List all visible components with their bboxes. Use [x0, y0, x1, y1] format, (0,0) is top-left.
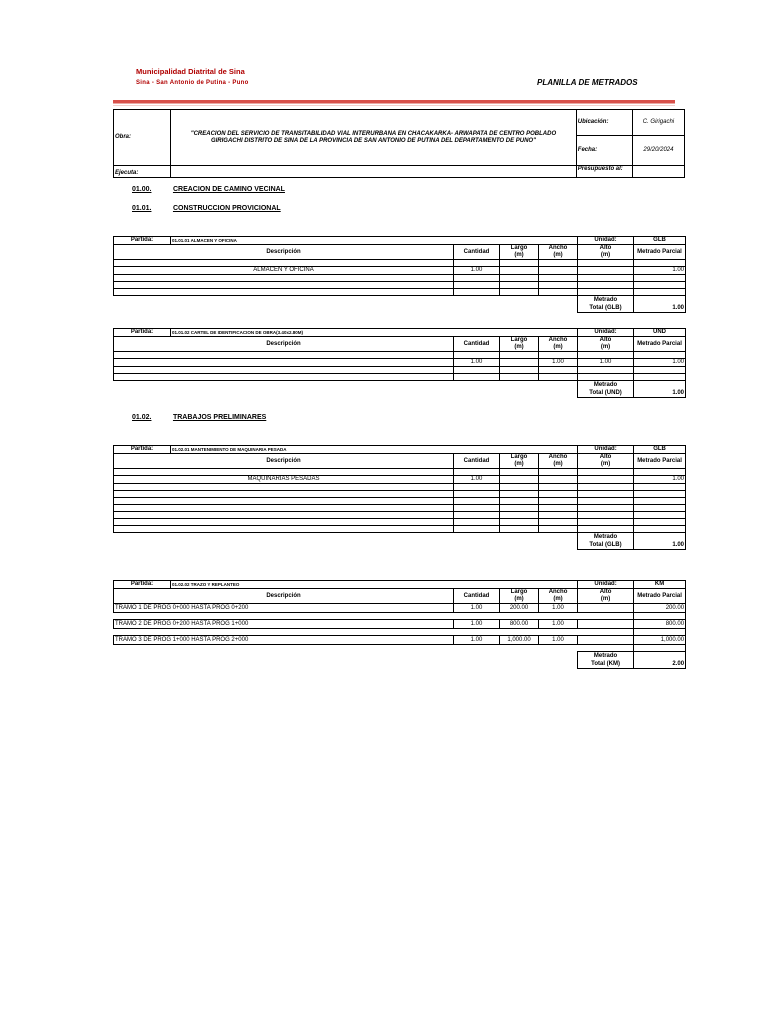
col-ancho-unit: (m) — [553, 596, 563, 602]
row-cantidad: 1.00 — [454, 476, 500, 484]
header-divider — [113, 100, 675, 104]
blank-parcial — [634, 367, 686, 374]
col-alto-unit: (m) — [600, 461, 611, 467]
ubicacion-label: Ubicación: — [576, 110, 632, 136]
col-alto — [578, 454, 634, 469]
col-alto — [578, 337, 634, 352]
blank-cantidad — [454, 469, 500, 476]
col-largo — [500, 454, 539, 469]
blank-alto — [578, 282, 634, 289]
obra-label: Obra: — [114, 110, 171, 166]
blank-parcial — [634, 352, 686, 359]
spacer-row — [114, 613, 686, 620]
blank-parcial — [634, 526, 686, 533]
partida-label: Partida: — [114, 581, 171, 589]
col-ancho — [539, 245, 578, 260]
col-ancho-label: Ancho — [548, 337, 568, 343]
blank-largo — [500, 526, 539, 533]
blank-row — [114, 491, 686, 498]
blank-ancho — [539, 275, 578, 282]
spacer-row — [114, 629, 686, 636]
blank-ancho — [539, 374, 578, 381]
col-alto-label: Alto — [599, 337, 612, 343]
blank-parcial — [634, 374, 686, 381]
document-title: PLANILLA DE METRADOS — [537, 78, 638, 87]
blank-cantidad — [454, 260, 500, 267]
row-cantidad: 1.00 — [454, 267, 500, 275]
blank-cantidad — [454, 512, 500, 519]
col-largo-unit: (m) — [514, 596, 524, 602]
blank-desc — [114, 491, 454, 498]
metrado-row — [114, 359, 686, 367]
blank-ancho — [539, 352, 578, 359]
blank-largo — [500, 512, 539, 519]
total-value: 1.00 — [634, 533, 686, 550]
total-label-unit: Total (GLB) — [589, 542, 622, 548]
col-largo-unit: (m) — [514, 344, 524, 350]
col-descripcion: Descripción — [114, 245, 454, 260]
row-ancho: 1.00 — [539, 604, 578, 613]
total-value: 1.00 — [634, 296, 686, 313]
blank-parcial — [634, 512, 686, 519]
obra-text: "CREACION DEL SERVICIO DE TRANSITABILIDAD VIAL INTERURBANA EN CHACAKARKA- ARWAPATA DE CENTRO POBLADO GIRIGACHI DISTRITO DE SINA DE LA PROVINCIA DE SAN ANTONIO DE PUTINA DEL DEPARTAMENTO DE PUNO" — [171, 110, 577, 166]
row-largo: 800.00 — [500, 620, 539, 629]
row-alto — [578, 267, 634, 275]
header-divider-faint — [113, 105, 675, 106]
blank-desc — [114, 352, 454, 359]
blank-cantidad — [454, 498, 500, 505]
section-title: TRABAJOS PRELIMINARES — [172, 414, 267, 421]
blank-desc — [114, 469, 454, 476]
spacer-row — [114, 645, 686, 652]
col-cantidad: Cantidad — [454, 589, 500, 604]
ejecuta-label: Ejecuta: — [114, 166, 171, 178]
spacer — [114, 613, 634, 620]
blank-cantidad — [454, 367, 500, 374]
blank-parcial — [634, 484, 686, 491]
row-parcial: 1.00 — [634, 359, 686, 367]
total-label — [578, 381, 634, 398]
blank-alto — [578, 275, 634, 282]
blank-alto — [578, 484, 634, 491]
row-parcial: 1.00 — [634, 476, 686, 484]
metrado-row — [114, 476, 686, 484]
partida-name: 01.01.01 ALMACEN Y OFICINA — [171, 237, 578, 245]
col-alto-label: Alto — [599, 454, 612, 460]
blank-parcial — [634, 505, 686, 512]
blank-alto — [578, 491, 634, 498]
blank-parcial — [634, 491, 686, 498]
fecha-value: 29/20/2024 — [632, 136, 684, 166]
municipality-name: Municipalidad Diatrital de Sina — [136, 67, 245, 76]
row-ancho: 1.00 — [539, 620, 578, 629]
unidad-value: UND — [634, 329, 686, 337]
blank-row — [114, 352, 686, 359]
blank-largo — [500, 469, 539, 476]
row-alto — [578, 476, 634, 484]
col-alto-unit: (m) — [600, 252, 611, 258]
blank-desc — [114, 484, 454, 491]
total-value: 2.00 — [634, 652, 686, 669]
blank-alto — [578, 498, 634, 505]
row-parcial: 800.00 — [634, 620, 686, 629]
blank-ancho — [539, 505, 578, 512]
blank-row — [114, 512, 686, 519]
col-largo-unit: (m) — [514, 252, 524, 258]
blank-ancho — [539, 289, 578, 296]
col-descripcion: Descripción — [114, 454, 454, 469]
col-alto-label: Alto — [599, 245, 612, 251]
total-empty — [114, 296, 578, 313]
row-ancho: 1.00 — [539, 636, 578, 645]
row-cantidad: 1.00 — [454, 359, 500, 367]
blank-cantidad — [454, 505, 500, 512]
row-descripcion: ALMACEN Y OFICINA — [114, 267, 454, 275]
blank-parcial — [634, 282, 686, 289]
total-row — [114, 381, 686, 398]
partida-label: Partida: — [114, 329, 171, 337]
partida-name: 01.02.01 MANTENIMIENTO DE MAQUINARIA PESADA — [171, 446, 578, 454]
blank-row — [114, 289, 686, 296]
total-label-unit: Total (UND) — [589, 390, 622, 396]
blank-alto — [578, 374, 634, 381]
blank-desc — [114, 519, 454, 526]
blank-row — [114, 484, 686, 491]
total-row — [114, 296, 686, 313]
blank-row — [114, 374, 686, 381]
blank-desc — [114, 526, 454, 533]
total-empty — [114, 652, 578, 669]
blank-largo — [500, 519, 539, 526]
blank-largo — [500, 260, 539, 267]
row-alto — [578, 620, 634, 629]
ejecuta-value — [171, 166, 577, 178]
col-descripcion: Descripción — [114, 337, 454, 352]
total-label-metrado: Metrado — [593, 534, 618, 540]
blank-parcial — [634, 289, 686, 296]
col-cantidad: Cantidad — [454, 337, 500, 352]
total-label-metrado: Metrado — [593, 653, 618, 659]
blank-cantidad — [454, 526, 500, 533]
metrado-row — [114, 267, 686, 275]
col-ancho-label: Ancho — [548, 454, 568, 460]
spacer-parcial — [634, 613, 686, 620]
spacer-parcial — [634, 629, 686, 636]
blank-desc — [114, 289, 454, 296]
spacer — [114, 629, 634, 636]
row-largo: 200.00 — [500, 604, 539, 613]
blank-ancho — [539, 491, 578, 498]
spacer — [114, 645, 634, 652]
metrado-row — [114, 604, 686, 613]
total-label — [578, 296, 634, 313]
section-heading — [132, 414, 266, 421]
row-alto: 1.00 — [578, 359, 634, 367]
project-header-table — [113, 109, 685, 178]
col-ancho-label: Ancho — [548, 589, 568, 595]
row-descripcion: TRAMO 2 DE PROG 0+200 HASTA PROG 1+000 — [114, 620, 454, 629]
col-metrado-parcial: Metrado Parcial — [634, 245, 686, 260]
blank-largo — [500, 505, 539, 512]
total-row — [114, 533, 686, 550]
unidad-label: Unidad: — [578, 329, 634, 337]
partida-table — [113, 580, 686, 669]
blank-alto — [578, 512, 634, 519]
blank-alto — [578, 367, 634, 374]
section-heading — [132, 186, 285, 193]
blank-row — [114, 275, 686, 282]
blank-row — [114, 260, 686, 267]
col-metrado-parcial: Metrado Parcial — [634, 454, 686, 469]
row-parcial: 200.00 — [634, 604, 686, 613]
partida-name: 01.02.02 TRAZO Y REPLANTEO — [171, 581, 578, 589]
unidad-label: Unidad: — [578, 581, 634, 589]
total-value: 1.00 — [634, 381, 686, 398]
blank-alto — [578, 505, 634, 512]
row-alto — [578, 636, 634, 645]
blank-row — [114, 367, 686, 374]
col-largo-label: Largo — [510, 454, 528, 460]
col-alto-unit: (m) — [600, 344, 611, 350]
column-header-row — [114, 454, 686, 469]
blank-parcial — [634, 275, 686, 282]
total-empty — [114, 533, 578, 550]
col-cantidad: Cantidad — [454, 245, 500, 260]
section-heading — [132, 205, 281, 212]
blank-ancho — [539, 469, 578, 476]
column-header-row — [114, 589, 686, 604]
col-alto-unit: (m) — [600, 596, 611, 602]
total-label-unit: Total (GLB) — [589, 305, 622, 311]
blank-ancho — [539, 512, 578, 519]
blank-row — [114, 526, 686, 533]
section-code: 01.01. — [132, 205, 152, 212]
blank-cantidad — [454, 282, 500, 289]
col-metrado-parcial: Metrado Parcial — [634, 589, 686, 604]
blank-alto — [578, 289, 634, 296]
blank-alto — [578, 469, 634, 476]
blank-row — [114, 469, 686, 476]
blank-alto — [578, 260, 634, 267]
blank-ancho — [539, 367, 578, 374]
blank-ancho — [539, 282, 578, 289]
spacer-parcial — [634, 645, 686, 652]
blank-row — [114, 505, 686, 512]
blank-largo — [500, 282, 539, 289]
blank-desc — [114, 498, 454, 505]
col-ancho — [539, 454, 578, 469]
row-largo — [500, 359, 539, 367]
row-largo — [500, 476, 539, 484]
blank-desc — [114, 275, 454, 282]
blank-alto — [578, 526, 634, 533]
col-largo-label: Largo — [510, 337, 528, 343]
blank-row — [114, 519, 686, 526]
blank-desc — [114, 260, 454, 267]
unidad-label: Unidad: — [578, 446, 634, 454]
blank-cantidad — [454, 519, 500, 526]
total-label-unit: Total (KM) — [591, 661, 620, 667]
col-alto — [578, 589, 634, 604]
row-ancho: 1.00 — [539, 359, 578, 367]
blank-parcial — [634, 519, 686, 526]
col-largo-label: Largo — [510, 245, 528, 251]
blank-alto — [578, 519, 634, 526]
blank-cantidad — [454, 275, 500, 282]
blank-largo — [500, 374, 539, 381]
unidad-value: GLB — [634, 237, 686, 245]
blank-ancho — [539, 498, 578, 505]
blank-largo — [500, 352, 539, 359]
col-ancho-label: Ancho — [548, 245, 568, 251]
row-cantidad: 1.00 — [454, 636, 500, 645]
row-cantidad: 1.00 — [454, 620, 500, 629]
partida-label: Partida: — [114, 237, 171, 245]
total-label — [578, 652, 634, 669]
row-parcial: 1,000.00 — [634, 636, 686, 645]
unidad-value: KM — [634, 581, 686, 589]
blank-desc — [114, 282, 454, 289]
col-largo-label: Largo — [510, 589, 528, 595]
blank-cantidad — [454, 289, 500, 296]
blank-ancho — [539, 519, 578, 526]
row-descripcion — [114, 359, 454, 367]
presupuesto-label: Presupuesto al: — [576, 166, 632, 178]
row-ancho — [539, 267, 578, 275]
col-ancho-unit: (m) — [553, 252, 563, 258]
row-descripcion: TRAMO 1 DE PROG 0+000 HASTA PROG 0+200 — [114, 604, 454, 613]
section-title: CREACION DE CAMINO VECINAL — [172, 186, 285, 193]
blank-ancho — [539, 260, 578, 267]
total-label-metrado: Metrado — [593, 382, 618, 388]
total-row — [114, 652, 686, 669]
blank-parcial — [634, 498, 686, 505]
municipality-location: Sina - San Antonio de Putina - Puno — [136, 80, 249, 86]
blank-ancho — [539, 484, 578, 491]
presupuesto-value — [632, 166, 684, 178]
total-empty — [114, 381, 578, 398]
blank-largo — [500, 275, 539, 282]
partida-table — [113, 236, 686, 313]
col-largo — [500, 589, 539, 604]
col-largo — [500, 245, 539, 260]
metrado-row — [114, 636, 686, 645]
partida-title-row — [114, 581, 686, 589]
ubicacion-value: C. Girigachi — [632, 110, 684, 136]
blank-cantidad — [454, 484, 500, 491]
total-label-metrado: Metrado — [593, 297, 618, 303]
blank-largo — [500, 367, 539, 374]
fecha-label: Fecha: — [576, 136, 632, 166]
row-ancho — [539, 476, 578, 484]
unidad-label: Unidad: — [578, 237, 634, 245]
column-header-row — [114, 245, 686, 260]
blank-desc — [114, 367, 454, 374]
column-header-row — [114, 337, 686, 352]
blank-cantidad — [454, 374, 500, 381]
col-ancho-unit: (m) — [553, 461, 563, 467]
row-largo — [500, 267, 539, 275]
blank-parcial — [634, 260, 686, 267]
blank-largo — [500, 484, 539, 491]
partida-label: Partida: — [114, 446, 171, 454]
blank-cantidad — [454, 491, 500, 498]
col-ancho — [539, 589, 578, 604]
unidad-value: GLB — [634, 446, 686, 454]
section-code: 01.00. — [132, 186, 152, 193]
col-largo-unit: (m) — [514, 461, 524, 467]
row-largo: 1,000.00 — [500, 636, 539, 645]
total-label — [578, 533, 634, 550]
col-alto — [578, 245, 634, 260]
row-descripcion: MAQUINARIAS PESADAS — [114, 476, 454, 484]
col-descripcion: Descripción — [114, 589, 454, 604]
blank-ancho — [539, 526, 578, 533]
section-code: 01.02. — [132, 414, 152, 421]
blank-largo — [500, 289, 539, 296]
blank-parcial — [634, 469, 686, 476]
partida-title-row — [114, 446, 686, 454]
row-alto — [578, 604, 634, 613]
partida-table — [113, 445, 686, 550]
section-title: CONSTRUCCION PROVICIONAL — [172, 205, 281, 212]
col-alto-label: Alto — [599, 589, 612, 595]
blank-largo — [500, 491, 539, 498]
blank-row — [114, 282, 686, 289]
partida-name: 01.01.02 CARTEL DE IDENTIFICACION DE OBRA(3.40x2.80M) — [171, 329, 578, 337]
blank-desc — [114, 505, 454, 512]
col-ancho — [539, 337, 578, 352]
col-ancho-unit: (m) — [553, 344, 563, 350]
col-metrado-parcial: Metrado Parcial — [634, 337, 686, 352]
blank-cantidad — [454, 352, 500, 359]
partida-table — [113, 328, 686, 398]
col-cantidad: Cantidad — [454, 454, 500, 469]
blank-desc — [114, 374, 454, 381]
row-cantidad: 1.00 — [454, 604, 500, 613]
blank-row — [114, 498, 686, 505]
row-parcial: 1.00 — [634, 267, 686, 275]
blank-alto — [578, 352, 634, 359]
row-descripcion: TRAMO 3 DE PROG 1+000 HASTA PROG 2+000 — [114, 636, 454, 645]
blank-largo — [500, 498, 539, 505]
metrado-row — [114, 620, 686, 629]
partida-title-row — [114, 329, 686, 337]
col-largo — [500, 337, 539, 352]
blank-desc — [114, 512, 454, 519]
partida-title-row — [114, 237, 686, 245]
